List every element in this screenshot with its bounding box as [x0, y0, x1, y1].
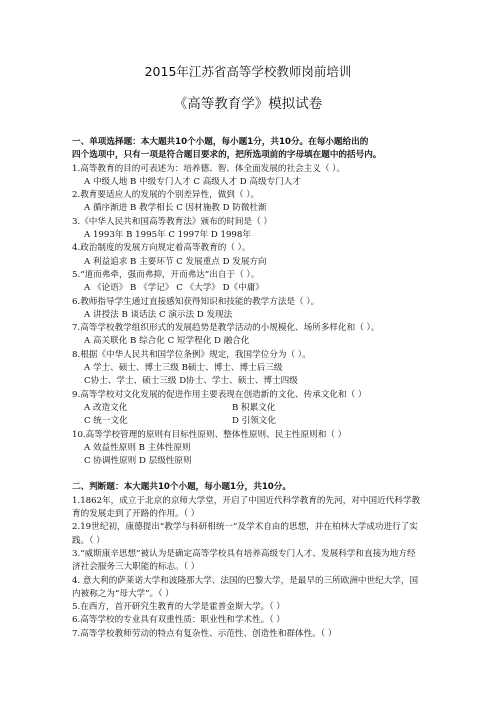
judgment-item-1: 1.1862年，成立于北京的京师大学堂，开启了中国近代科学教育的先河，对中国近代科学教育的发展走到了开路的作用。（ ） — [72, 495, 421, 520]
question-9-option-d: D 引领文化 — [232, 416, 276, 427]
question-4: 4.政治制度的发展方向规定着高等教育的（ ）。 — [72, 243, 251, 254]
question-9-options — [72, 402, 424, 429]
question-3: 3.《中华人民共和国高等教育法》颁布的时间是（ ） — [72, 216, 272, 227]
question-7: 7.高等学校教学组织形式的发展趋势是教学活动的小规模化、场所多样化和（ ）。 — [72, 323, 380, 334]
exam-title-line1: 2015年江苏省高等学校教师岗前培训 — [144, 64, 352, 79]
question-4-options: A 利益追求 B 主要环节 C 发展重点 D 发展方向 — [84, 256, 267, 267]
exam-title-line2: 《高等教育学》模拟试卷 — [173, 96, 323, 112]
judgment-item-4: 4. 意大利的萨莱诺大学和波隆那大学、法国的巴黎大学，是最早的三所欧洲中世纪大学，国内被称之为“母大学”。（ ） — [72, 575, 419, 599]
question-5: 5.“道而弗牵，强而弗抑，开而弗达”出自于（ ）。 — [72, 269, 260, 280]
question-2: 2.教育要适应人的发展的个别差异性，做到（ ）。 — [72, 190, 260, 201]
question-7-options: A 高关联化 B 综合化 C 短学程化 D 融合化 — [84, 336, 250, 347]
question-8-options-2: C协士、学士、硕士三级 D协士、学士、硕士、博士四级 — [84, 376, 298, 387]
judgment-item-6: 6.高等学校的专业具有双重性质：职业性和学术性。（ ） — [72, 615, 285, 626]
question-6-options: A 讲授法 B 谈话法 C 演示法 D 发现法 — [84, 309, 233, 320]
section1-heading-line1: 一、单项选择题：本大题共10个小题，每小题1分，共10分。在每小题给出的 — [72, 137, 369, 147]
judgment-item-3: 3.“威斯康辛思想”被认为是确定高等学校具有培养高级专门人才、发展科学和直接为地方经济社会服务三大职能的标志。（ ） — [72, 548, 416, 573]
question-1: 1.高等教育的目的可表述为：培养德、智、体全面发展的社会主义（ ）。 — [72, 163, 346, 174]
question-6: 6.教师指导学生通过直接感知获得知识和技能的教学方法是（ ）。 — [72, 296, 320, 307]
question-9-option-c: C 统一文化 — [84, 416, 128, 427]
question-8-options: A 学士、硕士、博士三级 B硕士、博士、博士后三级 — [84, 363, 283, 374]
question-10-options-2: C 协调性原则 D 层级性原则 — [84, 456, 192, 467]
question-9: 9.高等学校对文化发展的促进作用主要表现在创造新的文化、传承文化和（ ） — [72, 389, 367, 400]
question-5-options: A 《论语》 B 《学记》 C 《大学》 D《中庸》 — [84, 283, 264, 294]
question-8: 8.根据《中华人民共和国学位条例》规定，我国学位分为（ ）。 — [72, 349, 311, 360]
judgment-item-2: 2.19世纪初，康德提出“教学与科研相统一”及学术自由的思想，并在柏林大学成功进行了实践。（ ） — [72, 522, 418, 546]
judgment-item-5: 5.在西方，首开研究生教育的大学是霍普金斯大学。（ ） — [72, 602, 285, 613]
section2-heading: 二、判断题：本大题共10个小题，每小题1分，共10分。 — [72, 482, 291, 493]
question-9-option-b: B 积累文化 — [232, 402, 276, 413]
question-1-options: A 中级人地 B 中级专门人才 C 高级人才 D 高级专门人才 — [84, 176, 301, 187]
question-9-option-a: A 改造文化 — [84, 402, 128, 413]
question-10: 10.高等学校管理的原则有目标性原则、整体性原则、民主性原则和（ ） — [72, 429, 347, 440]
question-10-options: A 效益性原则 B 主体性原则 — [84, 442, 191, 453]
section1-heading-line2: 四个选项中，只有一项是符合题目要求的，把所选项前的字母填在题中的括号内。 — [72, 150, 382, 161]
exam-content — [72, 136, 424, 641]
question-3-options: A 1993年 B 1995年 C 1997年 D 1998年 — [84, 230, 251, 241]
judgment-item-7: 7.高等学校教师劳动的特点有复杂性、示范性、创造性和群体性。（ ） — [72, 628, 337, 639]
question-2-options: A 循序渐进 B 教学相长 C 因材施教 D 防微杜渐 — [84, 203, 267, 214]
